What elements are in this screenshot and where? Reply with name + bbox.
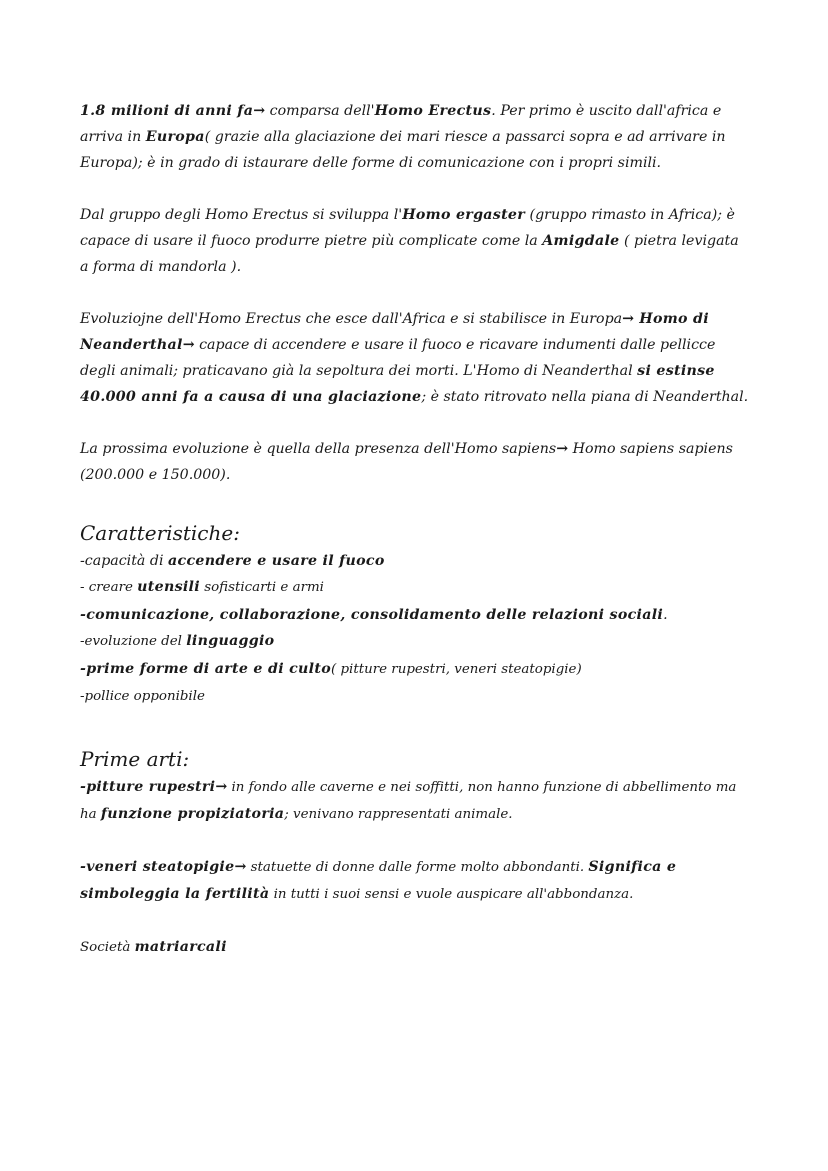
term-pitture-rupestri: -pitture rupestri xyxy=(80,779,216,796)
text: in fondo alle caverne e nei soffitti, non hanno funzione di abbellimento ma ha xyxy=(80,780,737,823)
text: -evoluzione del xyxy=(80,634,187,650)
paragraph-societa xyxy=(80,934,750,961)
term-homo-di-neanderthal: Homo di Neanderthal xyxy=(80,311,709,353)
term-homo-ergaster: Homo ergaster xyxy=(402,207,526,223)
term-europa: Europa xyxy=(145,129,205,145)
text: Homo sapiens sapiens (200.000 e 150.000). xyxy=(80,441,733,483)
term-linguaggio: linguaggio xyxy=(186,633,275,650)
list-item xyxy=(80,574,750,601)
list-caratteristiche xyxy=(80,548,750,710)
text: Società xyxy=(80,940,135,956)
text: ; venivano rappresentati animale. xyxy=(284,807,513,823)
term-fertilita: Significa e simboleggia la fertilità xyxy=(80,859,677,903)
document-page xyxy=(80,98,750,961)
text: ( grazie alla glaciazione dei mari riesce a passarci sopra e ad arrivare in Europa); è in grado di istaurare delle forme di comunicazione con i propri simili. xyxy=(80,129,726,171)
term-amigdale: Amigdale xyxy=(542,233,620,249)
arrow-icon: → xyxy=(622,311,635,327)
term-veneri-steatopigie: -veneri steatopigie xyxy=(80,859,235,876)
term-estinzione: si estinse 40.000 anni fa a causa di una glaciazione xyxy=(80,363,715,405)
text: ( pietra levigata a forma di mandorla ). xyxy=(80,233,739,275)
arrow-icon: → xyxy=(215,779,228,796)
term-matriarcali: matriarcali xyxy=(134,939,227,956)
text: ; è stato ritrovato nella piana di Neanderthal. xyxy=(421,389,749,405)
term-homo-erectus: Homo Erectus xyxy=(374,103,492,119)
arrow-icon: → xyxy=(253,103,266,119)
text: statuette di donne dalle forme molto abbondanti. xyxy=(246,860,589,876)
list-item xyxy=(80,683,750,710)
heading-prime-arti: Prime arti: xyxy=(80,747,190,772)
text: Evoluziojne dell'Homo Erectus che esce dall'Africa e si stabilisce in Europa xyxy=(80,311,623,327)
paragraph-pitture-rupestri xyxy=(80,774,750,828)
arrow-icon: → xyxy=(182,337,195,353)
text: comparsa dell' xyxy=(265,103,375,119)
arrow-icon: → xyxy=(234,859,247,876)
text: - creare xyxy=(80,580,138,596)
list-item xyxy=(80,628,750,655)
text: in tutti i suoi sensi e vuole auspicare all'abbondanza. xyxy=(269,887,634,903)
term-arte-culto: -prime forme di arte e di culto xyxy=(80,660,331,677)
paragraph-neanderthal xyxy=(80,306,750,410)
text: La prossima evoluzione è quella della presenza dell'Homo sapiens xyxy=(80,441,557,457)
paragraph-homo-sapiens xyxy=(80,436,750,488)
text: -pollice opponibile xyxy=(80,689,205,705)
text: (gruppo rimasto in Africa); è capace di usare il fuoco produrre pietre più complicate come la xyxy=(80,207,735,249)
text: ( pitture rupestri, veneri steatopigie) xyxy=(330,661,582,677)
list-item xyxy=(80,602,750,628)
term-fuoco: accendere e usare il fuoco xyxy=(168,553,385,569)
paragraph-homo-erectus xyxy=(80,98,750,176)
date-1-8-million: 1.8 milioni di anni fa xyxy=(80,103,254,119)
list-item xyxy=(80,656,750,683)
arrow-icon: → xyxy=(556,441,569,457)
paragraph-veneri-steatopigie xyxy=(80,854,750,908)
text: -capacità di xyxy=(80,553,169,569)
text: Dal gruppo degli Homo Erectus si sviluppa l' xyxy=(80,207,403,223)
heading-caratteristiche: Caratteristiche: xyxy=(80,521,240,545)
term-funzione-propiziatoria: funzione propiziatoria xyxy=(100,806,285,823)
paragraph-homo-ergaster xyxy=(80,202,750,280)
text: sofisticarti e armi xyxy=(199,580,324,596)
list-item xyxy=(80,548,750,574)
term-comunicazione: -comunicazione, collaborazione, consolidamento delle relazioni sociali xyxy=(80,606,664,623)
text: . Per primo è uscito dall'africa e arriva in xyxy=(80,103,722,145)
term-utensili: utensili xyxy=(137,579,200,596)
text: . xyxy=(663,606,668,623)
text: capace di accendere e usare il fuoco e ricavare indumenti dalle pellicce degli animali; praticavano già la sepoltura dei morti. L'Homo di Neanderthal xyxy=(80,337,716,379)
